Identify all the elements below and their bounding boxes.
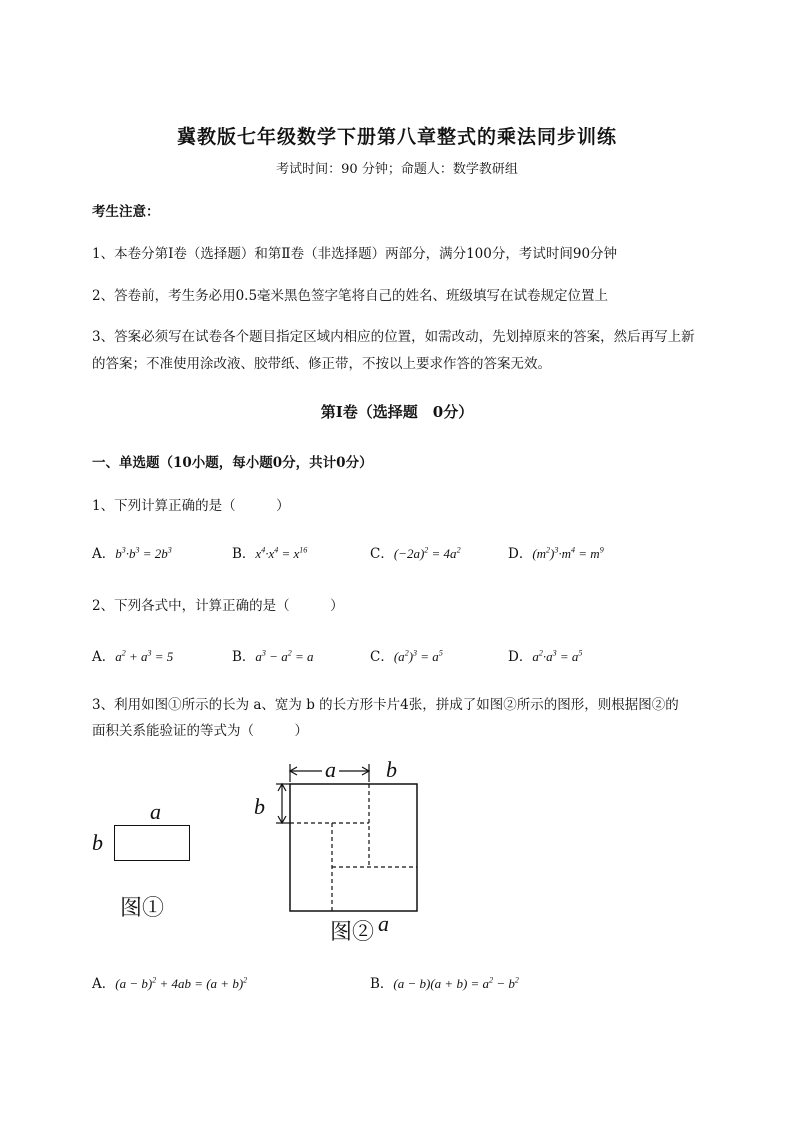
q3-option-a-letter: A． [92, 976, 116, 992]
question-3-stem-line1: 3、利用如图①所示的长为 a、宽为 b 的长方形卡片4张，拼成了如图②所示的图形，则根据图②的 [92, 697, 679, 713]
q1-option-a-letter: A． [92, 546, 116, 562]
fig2-dim-arrow-b [276, 784, 290, 823]
fig2-label-a-bottom: a [378, 911, 389, 936]
q1-option-a-formula: $b^3\cdot b^3 = 2b^3$ [115, 545, 172, 561]
question-1-stem: 1、下列计算正确的是（ ） [92, 498, 290, 514]
q1-option-c[interactable] [370, 542, 461, 562]
fig2-label-a-top: a [322, 757, 339, 783]
notice-item-3-cont: 的答案；不准使用涂改液、胶带纸、修正带，不按以上要求作答的答案无效。 [92, 356, 551, 372]
q2-option-d-letter: D． [508, 649, 533, 665]
q2-option-a[interactable] [92, 645, 173, 665]
q2-option-d-formula: $a^2\cdot a^3 = a^5$ [532, 648, 583, 664]
section-title: 第Ⅰ卷（选择题 0分） [320, 403, 474, 421]
q1-option-a[interactable] [92, 542, 172, 562]
q2-option-c-formula: $(a^2)^3 = a^5$ [393, 648, 443, 664]
q3-option-b-formula: $(a - b)(a + b) = a^2 - b^2$ [393, 975, 519, 991]
q3-option-a[interactable] [92, 972, 247, 992]
q2-option-a-letter: A． [92, 649, 116, 665]
q2-option-d[interactable] [508, 645, 582, 665]
q3-option-b[interactable] [370, 972, 519, 992]
q3-option-a-formula: $(a - b)^2 + 4ab = (a + b)^2$ [115, 975, 248, 991]
q1-option-d-letter: D． [508, 546, 533, 562]
question-2-stem: 2、下列各式中，计算正确的是（ ） [92, 598, 344, 614]
q3-option-b-letter: B． [370, 976, 394, 992]
q2-option-a-formula: $a^2 + a^3 = 5$ [115, 648, 174, 664]
notice-item-1: 1、本卷分第Ⅰ卷（选择题）和第Ⅱ卷（非选择题）两部分，满分100分，考试时间90分钟 [92, 246, 618, 262]
q1-option-b-formula: $x^4\cdot x^4 = x^{16}$ [255, 545, 308, 561]
fig2-outer-square [290, 784, 417, 911]
fig2-diagram [270, 760, 430, 920]
fig1-label-b: b [92, 830, 103, 855]
q1-option-b-letter: B． [232, 546, 256, 562]
fig1-label-a: a [150, 799, 161, 824]
question-3-stem-line2: 面积关系能验证的等式为（ ） [92, 723, 308, 739]
notice-item-2: 2、答卷前，考生务必用0.5毫米黑色签字笔将自己的姓名、班级填写在试卷规定位置上 [92, 288, 609, 304]
q2-option-b-formula: $a^3 - a^2 = a$ [255, 648, 314, 664]
part-title: 一、单选题（10小题，每小题0分，共计0分） [92, 455, 373, 471]
q1-option-d-formula: $(m^2)^3\cdot m^4 = m^9$ [532, 545, 604, 561]
q1-option-d[interactable] [508, 542, 604, 562]
q1-option-c-formula: $(-2a)^2 = 4a^2$ [393, 545, 461, 561]
exam-subtitle: 考试时间：90 分钟；命题人：数学教研组 [276, 162, 518, 177]
q2-option-c-letter: C． [370, 649, 394, 665]
q2-option-c[interactable] [370, 645, 443, 665]
fig1-rectangle [114, 825, 190, 861]
fig1-caption: 图① [120, 896, 165, 921]
fig2-dashed-lines [290, 784, 417, 911]
notice-item-3: 3、答案必须写在试卷各个题目指定区域内相应的位置，如需改动，先划掉原来的答案，然后再写上新 [92, 329, 695, 345]
q2-option-b-letter: B． [232, 649, 256, 665]
fig2-label-b-left: b [254, 794, 265, 819]
notice-heading: 考生注意： [92, 204, 160, 220]
fig2-label-b-top: b [386, 757, 397, 782]
fig2-caption: 图② [330, 920, 375, 945]
exam-title: 冀教版七年级数学下册第八章整式的乘法同步训练 [176, 126, 617, 148]
q1-option-b[interactable] [232, 542, 307, 562]
q1-option-c-letter: C． [370, 546, 394, 562]
q2-option-b[interactable] [232, 645, 313, 665]
